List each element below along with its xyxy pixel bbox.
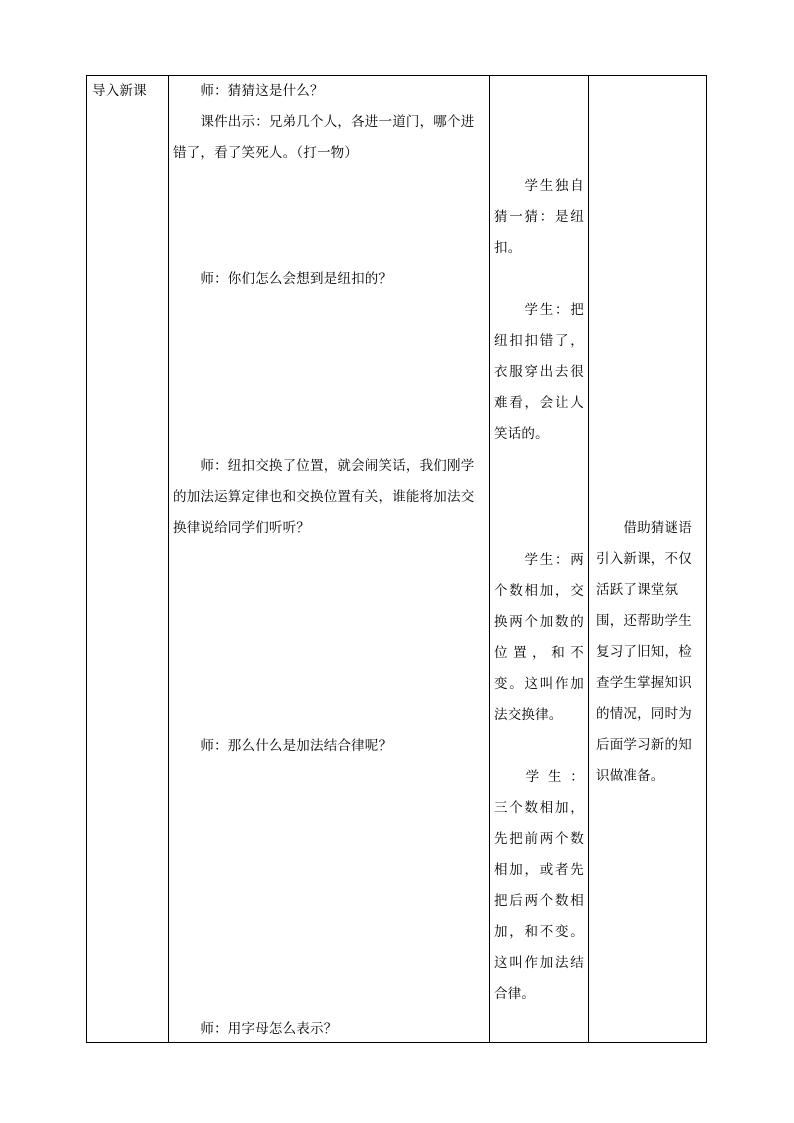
teacher-line: 师：那么什么是加法结合律呢？ — [173, 738, 393, 754]
teacher-line: 师：你们怎么会想到是纽扣的？ — [173, 271, 393, 287]
column-divider-1 — [168, 75, 169, 1043]
student-response: 学 生 ：三个数相加，先把前两个数相加，或者先把后两个数相加，和不变。这叫作加法结合律。 — [494, 769, 584, 1002]
column-divider-3 — [588, 75, 589, 1043]
column-divider-2 — [489, 75, 490, 1043]
student-response: 学生：把纽扣扣错了，衣服穿出去很难看，会让人笑话的。 — [494, 302, 584, 442]
student-response: 学生：两个数相加，交换两个加数的位置，和不变。这叫作加法交换律。 — [494, 552, 584, 723]
teacher-line: 师：猜猜这是什么？ — [173, 83, 324, 99]
student-response: 学生独自猜一猜：是纽扣。 — [494, 178, 584, 256]
teacher-line: 课件出示：兄弟几个人，各进一道门，哪个进错了，看了笑死人。（打一物） — [173, 114, 475, 161]
teacher-line: 师：纽扣交换了位置，就会闹笑话，我们刚学的加法运算定律也和交换位置有关，谁能将加法交换律说给同学们听听？ — [173, 458, 475, 536]
design-comment: 借助猜谜语引入新课，不仅活跃了课堂氛围，还帮助学生复习了旧知，检查学生掌握知识的情况，同时为后面学习新的知识做准备。 — [596, 520, 692, 784]
teacher-line: 师：用字母怎么表示？ — [173, 1021, 338, 1037]
stage-label: 导入新课 — [92, 83, 147, 99]
